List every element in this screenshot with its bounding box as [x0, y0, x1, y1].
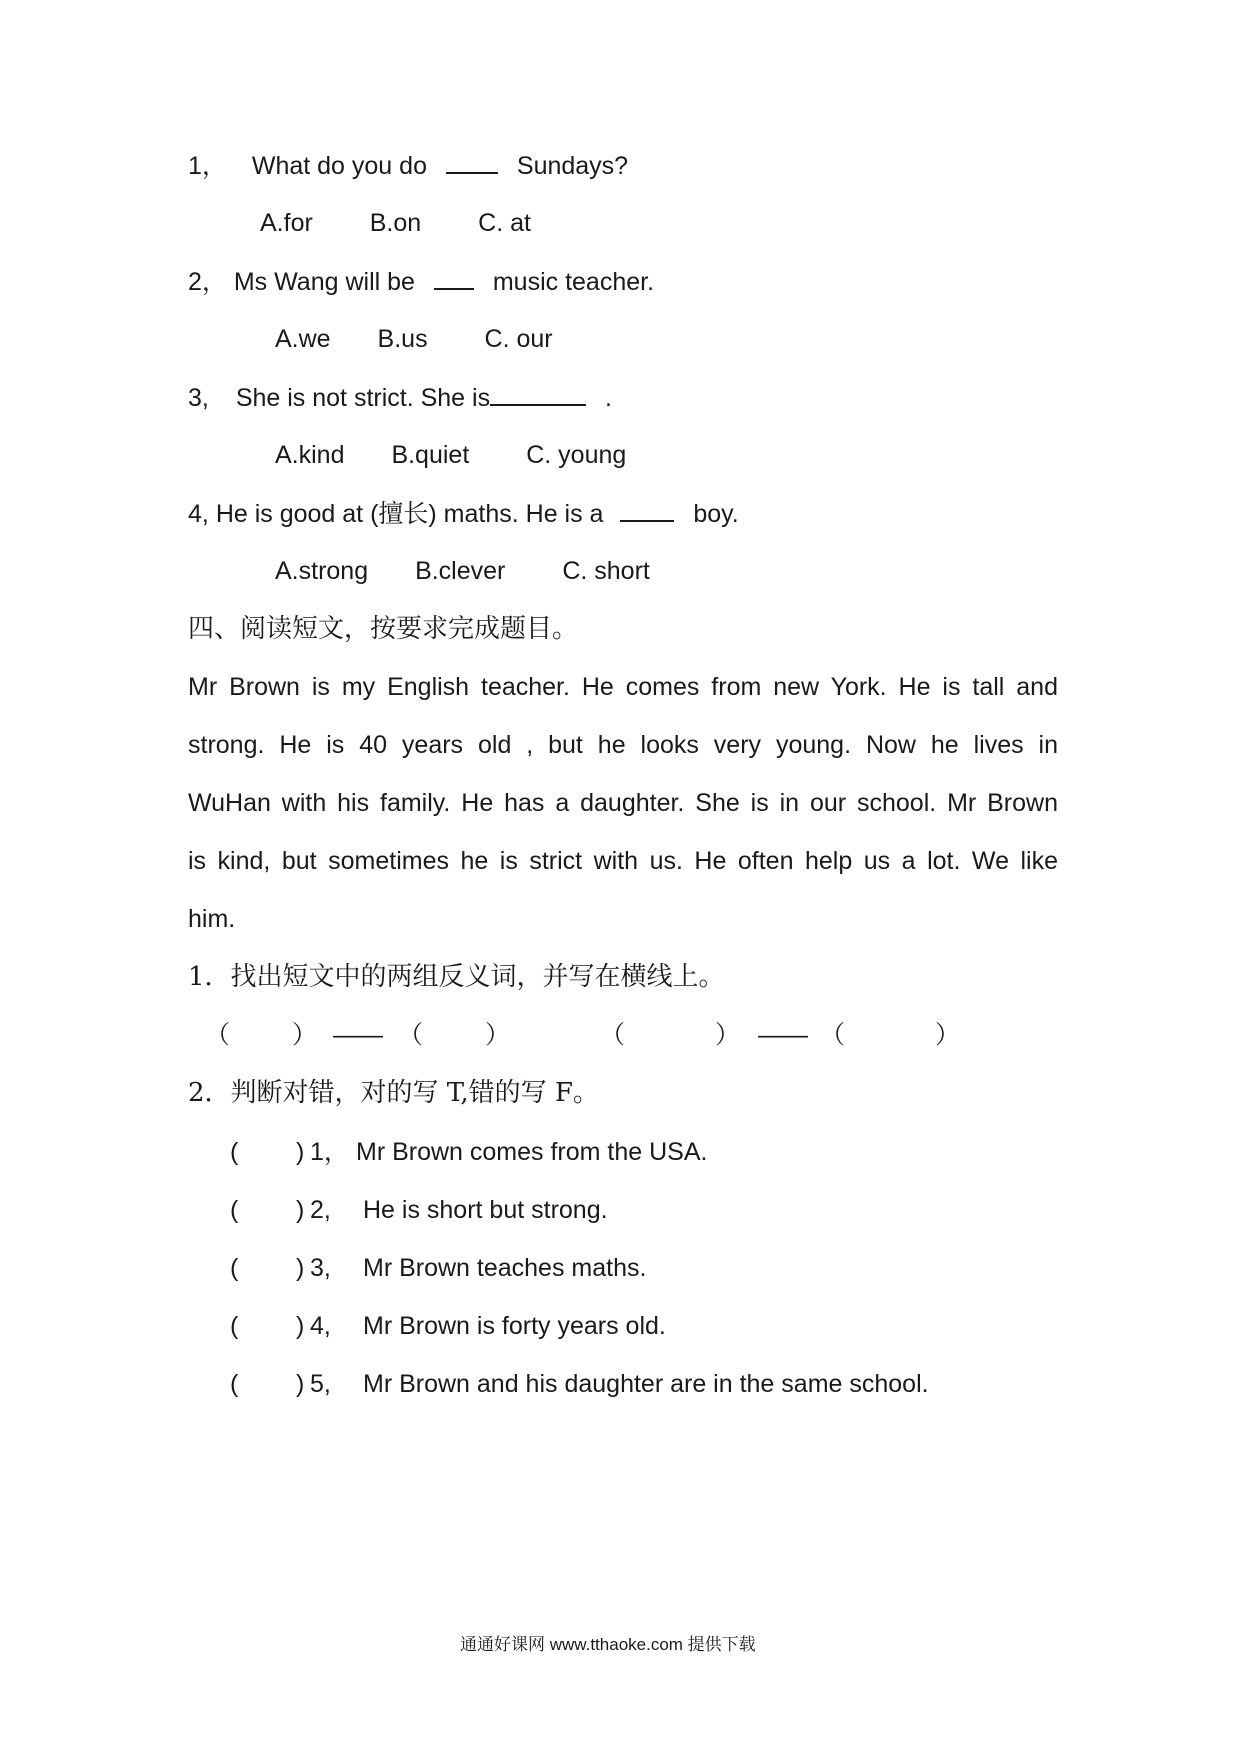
- paren-close: ）: [715, 1021, 741, 1049]
- paren-open: （: [600, 1021, 626, 1049]
- question-stem-end: .: [605, 384, 612, 412]
- task-1-title: 1．找出短文中的两组反义词，并写在横线上。: [188, 962, 725, 992]
- item-text: Mr Brown comes from the USA.: [356, 1138, 708, 1166]
- passage-line: is kind, but sometimes he is strict with us. He often help us a lot. We like: [188, 847, 1058, 875]
- paren-close: ）: [935, 1021, 961, 1049]
- dash: ——: [758, 1021, 808, 1049]
- option-c: C. our: [484, 325, 553, 353]
- item-text: Mr Brown is forty years old.: [363, 1312, 666, 1340]
- paren-close: ): [296, 1312, 305, 1340]
- item-number: 3,: [310, 1254, 331, 1282]
- passage-line: Mr Brown is my English teacher. He comes from new York. He is tall and: [188, 673, 1058, 701]
- item-text: Mr Brown teaches maths.: [363, 1254, 647, 1282]
- question-stem: She is not strict. She is: [235, 384, 491, 412]
- question-stem: What do you do: [251, 152, 427, 180]
- option-c: C. at: [478, 209, 531, 237]
- question-number: 3,: [188, 384, 209, 412]
- question-number: 4,: [188, 500, 209, 528]
- task-2-title: 2．判断对错，对的写 T,错的写 F。: [188, 1078, 599, 1108]
- answer-blank[interactable]: [620, 498, 674, 522]
- option-c: C. young: [526, 441, 627, 469]
- paren-close: ): [296, 1370, 305, 1398]
- option-a: A.kind: [275, 441, 345, 469]
- answer-blank[interactable]: [446, 150, 498, 174]
- option-a: A.for: [260, 209, 313, 237]
- passage-line: him.: [188, 905, 236, 933]
- question-2: [188, 266, 654, 297]
- question-1-options: [260, 208, 531, 238]
- answer-blank[interactable]: [490, 382, 586, 406]
- question-stem-end: Sundays?: [516, 152, 629, 180]
- option-c: C. short: [562, 557, 650, 585]
- item-number: 4,: [310, 1312, 331, 1340]
- paren-open: （: [398, 1021, 424, 1049]
- question-number: 1，: [188, 152, 227, 180]
- paren-close: ): [296, 1254, 305, 1282]
- question-1: [188, 150, 628, 181]
- paren-close: ): [296, 1138, 305, 1166]
- option-a: A.we: [275, 325, 331, 353]
- question-3-options: [275, 440, 626, 470]
- paren-open: (: [230, 1138, 239, 1166]
- section-heading: 四、阅读短文，按要求完成题目。: [188, 614, 579, 644]
- question-4: [188, 498, 739, 529]
- passage-line: WuHan with his family. He has a daughter. She is in our school. Mr Brown: [188, 789, 1058, 817]
- question-stem: Ms Wang will be: [233, 268, 415, 296]
- option-b: B.clever: [415, 557, 506, 585]
- paren-open: (: [230, 1312, 239, 1340]
- question-number: 2，: [188, 268, 227, 296]
- option-b: B.quiet: [391, 441, 470, 469]
- option-a: A.strong: [275, 557, 369, 585]
- question-stem-end: music teacher.: [492, 268, 655, 296]
- paren-close: ）: [292, 1021, 318, 1049]
- passage-line: strong. He is 40 years old , but he looks very young. Now he lives in: [188, 731, 1058, 759]
- item-text: Mr Brown and his daughter are in the same school.: [363, 1370, 929, 1398]
- paren-open: （: [820, 1021, 846, 1049]
- paren-close: ): [296, 1196, 305, 1224]
- option-b: B.us: [377, 325, 428, 353]
- question-2-options: [275, 324, 553, 354]
- question-stem-end: boy.: [693, 500, 739, 528]
- question-stem: He is good at (擅长) maths. He is a: [215, 500, 604, 528]
- paren-open: （: [205, 1021, 231, 1049]
- paren-open: (: [230, 1196, 239, 1224]
- question-4-options: [275, 556, 650, 586]
- paren-open: (: [230, 1254, 239, 1282]
- item-number: 1，: [310, 1138, 349, 1166]
- dash: ——: [333, 1021, 383, 1049]
- item-number: 2,: [310, 1196, 331, 1224]
- question-3: [188, 382, 612, 413]
- item-text: He is short but strong.: [363, 1196, 608, 1224]
- paren-close: ）: [485, 1021, 511, 1049]
- paren-open: (: [230, 1370, 239, 1398]
- option-b: B.on: [369, 209, 422, 237]
- answer-blank[interactable]: [434, 266, 474, 290]
- page-footer: 通通好课网 www.tthaoke.com 提供下载: [460, 1635, 756, 1654]
- item-number: 5,: [310, 1370, 331, 1398]
